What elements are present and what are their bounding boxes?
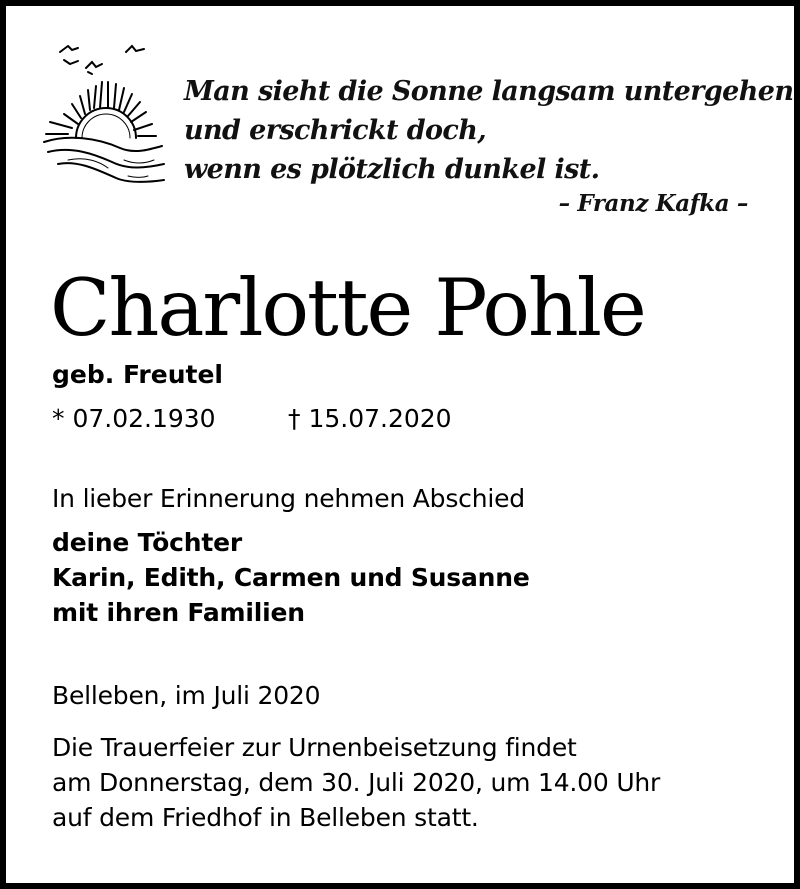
sunset-birds-icon (38, 38, 168, 188)
mourner-line: Karin, Edith, Carmen und Susanne (52, 563, 530, 592)
mourners-list (52, 525, 530, 630)
birth-date: * 07.02.1930 (52, 404, 216, 433)
death-date: † 15.07.2020 (288, 404, 452, 433)
farewell-intro: In lieber Erinnerung nehmen Abschied (52, 484, 525, 513)
quote-line: und erschrickt doch, (184, 115, 487, 146)
service-info (52, 730, 660, 835)
quote-line: wenn es plötzlich dunkel ist. (184, 154, 600, 185)
service-line: Die Trauerfeier zur Urnenbeisetzung findet (52, 733, 577, 762)
maiden-name: geb. Freutel (52, 360, 223, 389)
deceased-name: Charlotte Pohle (50, 262, 645, 354)
service-line: auf dem Friedhof in Belleben statt. (52, 803, 479, 832)
mourner-line: mit ihren Familien (52, 598, 305, 627)
quote-text (184, 72, 793, 189)
place-date: Belleben, im Juli 2020 (52, 681, 321, 710)
service-line: am Donnerstag, dem 30. Juli 2020, um 14.00 Uhr (52, 768, 661, 797)
quote-line: Man sieht die Sonne langsam untergehen (184, 76, 794, 107)
mourner-line: deine Töchter (52, 528, 243, 557)
quote-author: – Franz Kafka – (558, 190, 748, 217)
life-dates (52, 404, 452, 433)
